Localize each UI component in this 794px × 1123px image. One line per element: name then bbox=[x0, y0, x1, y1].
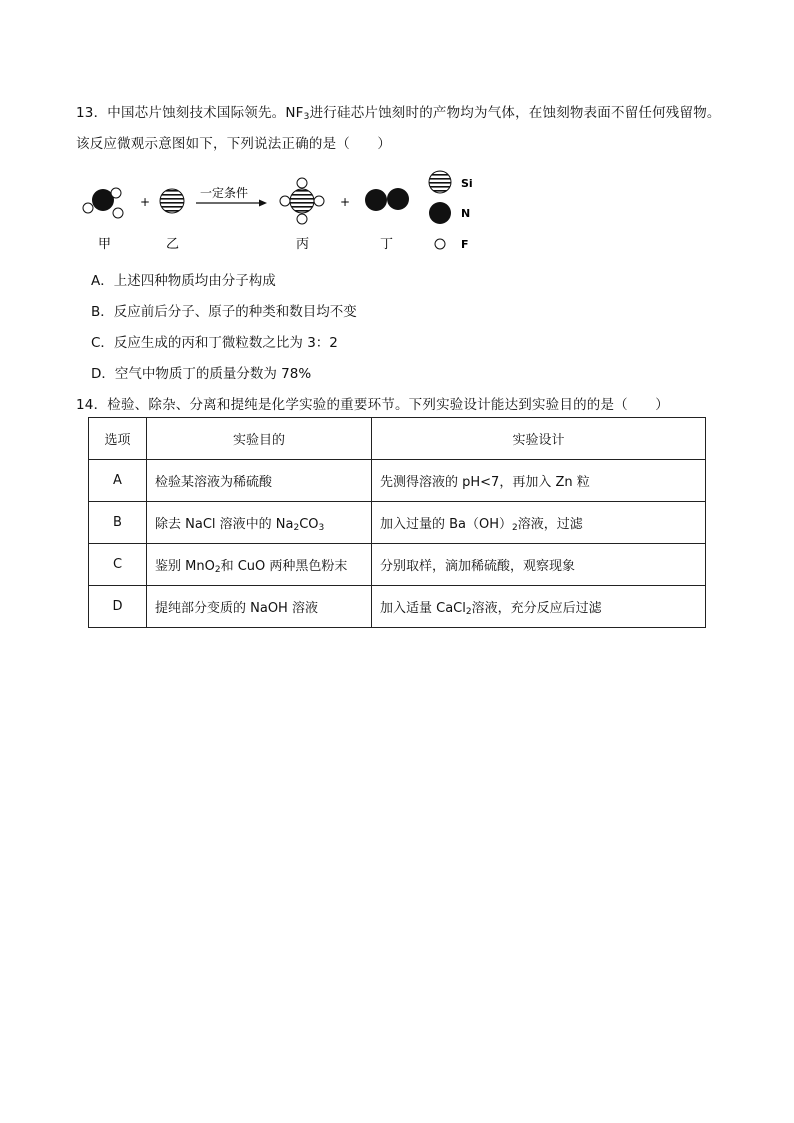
q14-stem: 14．检验、除杂、分离和提纯是化学实验的重要环节。下列实验设计能达到实验目的的是（ ） bbox=[76, 397, 669, 413]
row-goal: 鉴别 MnO$_2$和 CuO 两种黑色粉末 bbox=[147, 544, 372, 586]
plus-sign-2: + bbox=[340, 195, 351, 209]
molecule-ding bbox=[365, 188, 409, 211]
q13-stem-line2: 该反应微观示意图如下，下列说法正确的是（ ） bbox=[76, 136, 392, 152]
molecule-yi bbox=[160, 189, 184, 213]
row-design: 先测得溶液的 pH<7，再加入 Zn 粒 bbox=[372, 460, 706, 502]
header-design: 实验设计 bbox=[372, 418, 706, 460]
row-option: D bbox=[89, 586, 147, 628]
label-yi: 乙 bbox=[166, 237, 180, 252]
molecule-bing bbox=[280, 178, 324, 224]
n-atom-icon bbox=[429, 202, 451, 224]
q13-stem-text: 13．中国芯片蚀刻技术国际领先。NF bbox=[76, 105, 304, 121]
label-bing: 丙 bbox=[296, 237, 310, 252]
row-option: A bbox=[89, 460, 147, 502]
legend bbox=[429, 171, 473, 251]
row-option: C bbox=[89, 544, 147, 586]
reaction-diagram bbox=[76, 170, 496, 260]
row-goal: 提纯部分变质的 NaOH 溶液 bbox=[147, 586, 372, 628]
legend-si: Si bbox=[461, 177, 473, 190]
legend-n: N bbox=[461, 207, 471, 220]
plus-sign-1: + bbox=[140, 195, 151, 209]
experiment-table bbox=[88, 417, 706, 628]
f-atom-icon bbox=[435, 239, 445, 249]
molecule-jia bbox=[83, 188, 123, 218]
row-design: 分别取样，滴加稀硫酸，观察现象 bbox=[372, 544, 706, 586]
q13-stem-text-cont: 进行硅芯片蚀刻时的产物均为气体，在蚀刻物表面不留任何残留物。 bbox=[309, 105, 721, 121]
table-row bbox=[89, 502, 706, 544]
row-design: 加入适量 CaCl$_2$溶液，充分反应后过滤 bbox=[372, 586, 706, 628]
subscript: 3 bbox=[303, 112, 310, 122]
label-ding: 丁 bbox=[380, 237, 394, 252]
table-header-row bbox=[89, 418, 706, 460]
q13-option-c: C．反应生成的丙和丁微粒数之比为 3：2 bbox=[91, 335, 338, 351]
reaction-condition: 一定条件 bbox=[200, 186, 249, 200]
table-row bbox=[89, 460, 706, 502]
row-design: 加入过量的 $Ba(OH)_2$溶液，过滤 bbox=[372, 502, 706, 544]
row-goal: 检验某溶液为稀硫酸 bbox=[147, 460, 372, 502]
q13-option-a: A．上述四种物质均由分子构成 bbox=[91, 273, 276, 289]
legend-f: F bbox=[461, 238, 469, 251]
table-row bbox=[89, 586, 706, 628]
header-option: 选项 bbox=[89, 418, 147, 460]
q13-option-d: D．空气中物质丁的质量分数为 78% bbox=[91, 366, 312, 382]
row-option: B bbox=[89, 502, 147, 544]
label-jia: 甲 bbox=[98, 237, 112, 252]
q13-option-b: B．反应前后分子、原子的种类和数目均不变 bbox=[91, 304, 357, 320]
table-row bbox=[89, 544, 706, 586]
q13-stem-line1 bbox=[76, 101, 721, 122]
si-atom-icon bbox=[429, 171, 451, 193]
row-goal: 除去 NaCl 溶液中的 $Na_2CO_3$ bbox=[147, 502, 372, 544]
arrow-head-icon bbox=[259, 200, 267, 207]
header-goal: 实验目的 bbox=[147, 418, 372, 460]
